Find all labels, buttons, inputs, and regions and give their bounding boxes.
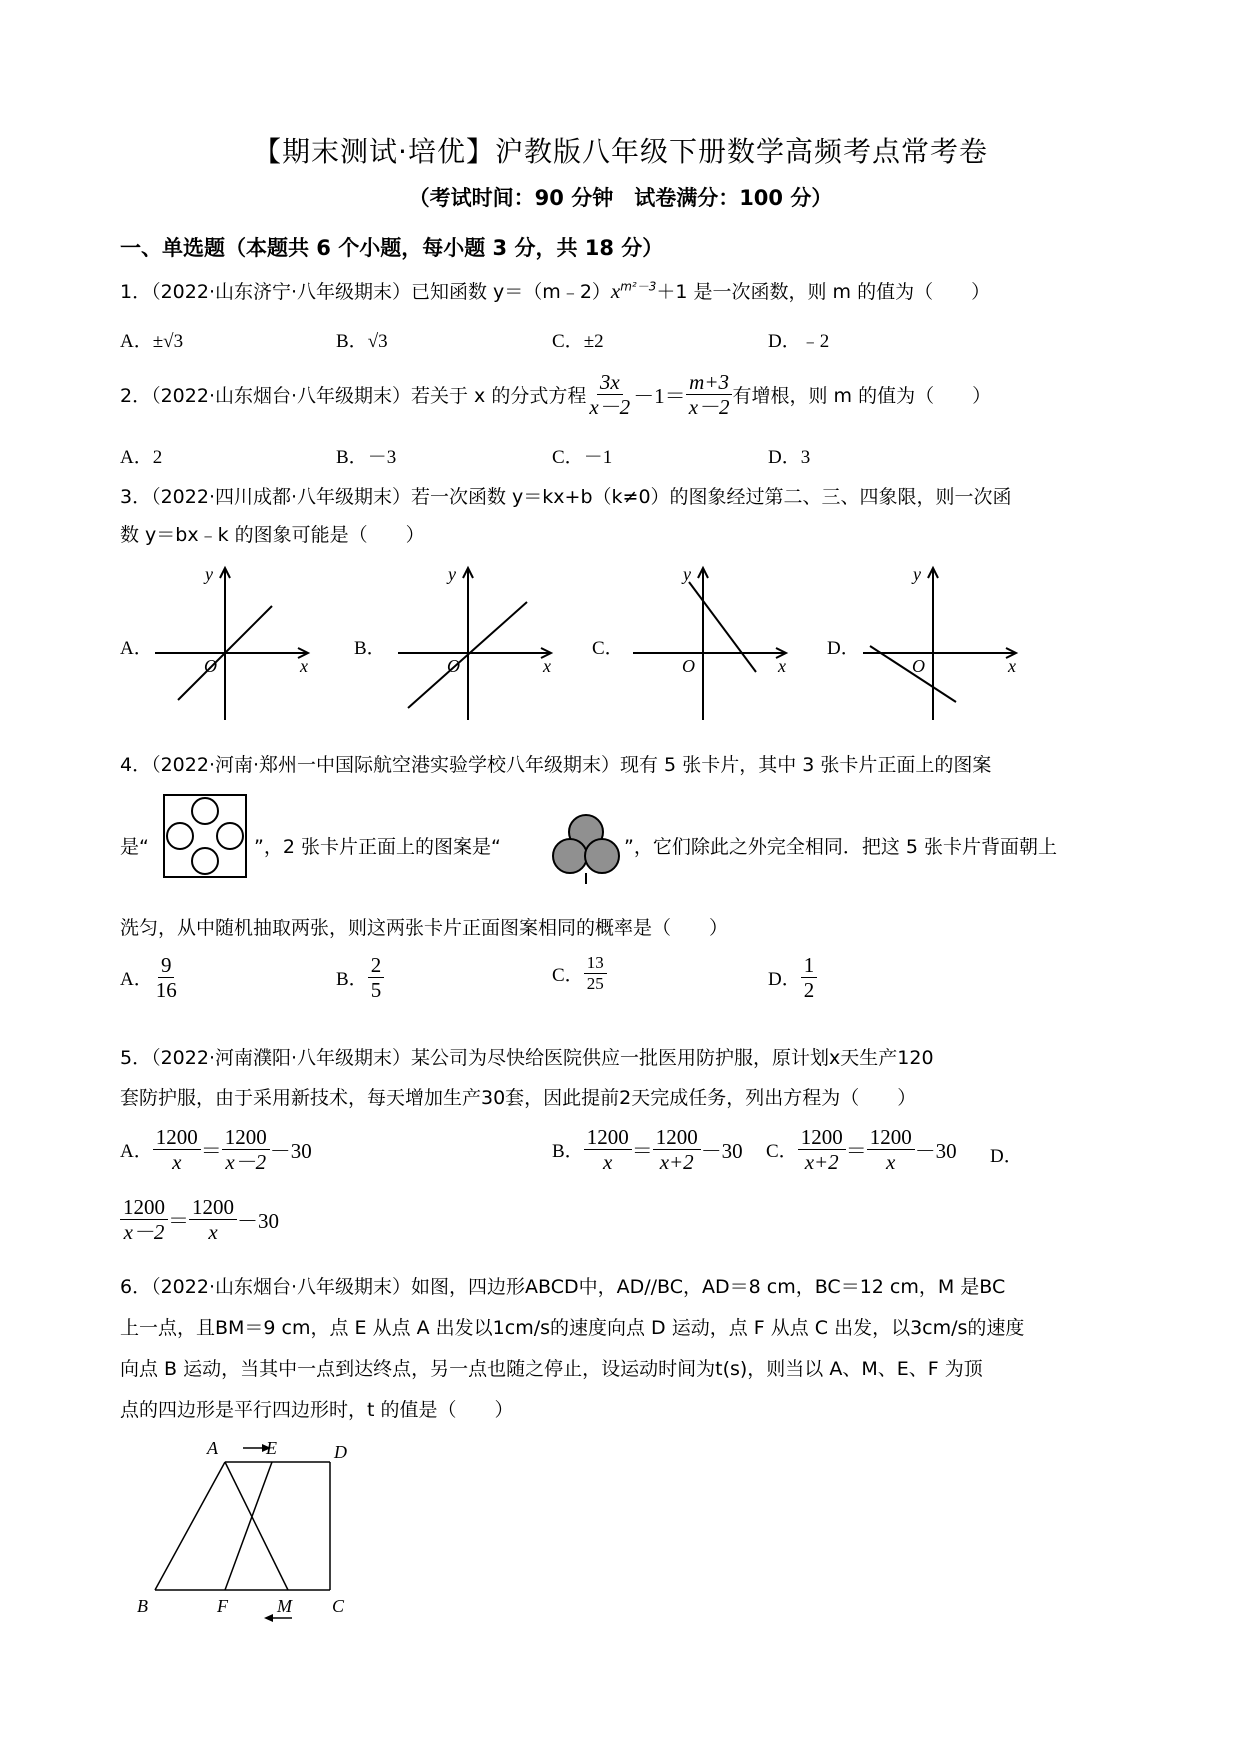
q4-line2-a: 是“	[120, 836, 149, 858]
page-title: 【期末测试·培优】沪教版八年级下册数学高频考点常考卷	[253, 135, 988, 168]
option-fraction	[584, 953, 607, 993]
option-label: A．	[120, 969, 153, 991]
option-fraction	[368, 953, 385, 1002]
q5-option-d-label[interactable]: D．	[990, 1146, 1023, 1167]
option-label: D．	[768, 331, 801, 352]
option-label: A．	[120, 331, 153, 352]
point-d-label: D	[334, 1442, 347, 1462]
y-axis-label: y	[448, 564, 456, 584]
fraction-denominator: 5	[370, 978, 382, 1003]
question-1-stem	[120, 277, 990, 304]
option-fraction	[120, 1195, 168, 1244]
fraction-denominator: x－2	[123, 1220, 165, 1245]
q3-option-c-label[interactable]: C．	[592, 638, 624, 659]
fraction-denominator: x+2	[804, 1150, 839, 1175]
option-fraction	[653, 1125, 701, 1174]
option-text: √3	[367, 331, 388, 352]
q1-option-d[interactable]	[768, 326, 829, 353]
fraction-denominator: x－2	[589, 395, 631, 420]
fraction-denominator: x	[172, 1150, 182, 1175]
x-axis-label: x	[300, 656, 308, 676]
q2-operator: －1＝	[633, 383, 686, 408]
option-text: 3	[800, 447, 811, 468]
q2-option-a[interactable]	[120, 442, 162, 469]
x-axis-label: x	[778, 656, 786, 676]
option-text: －1	[583, 447, 613, 468]
origin-label: O	[447, 656, 460, 676]
fraction-denominator: x－2	[225, 1150, 267, 1175]
fraction-numerator: 1200	[189, 1195, 237, 1220]
origin-label: O	[912, 656, 925, 676]
option-label: B．	[336, 969, 368, 991]
question-2-stem	[120, 370, 991, 419]
point-b-label: B	[137, 1596, 148, 1616]
option-tail: －30	[237, 1208, 279, 1233]
point-e-label: E	[266, 1438, 277, 1458]
q2-fraction-left	[586, 370, 633, 419]
option-text: ﹣2	[800, 331, 830, 352]
option-text: 2	[152, 447, 163, 468]
q1-stem-part: ＋1 是一次函数，则 m 的值为（ ）	[656, 281, 991, 303]
question-6-line2: 上一点，且BM＝9 cm，点 E 从点 A 出发以1cm/s的速度向点 D 运动，点 F 从点 C 出发，以3cm/s的速度	[120, 1317, 1025, 1339]
fraction-numerator: 9	[158, 953, 175, 978]
q2-stem-part: 2．（2022·山东烟台·八年级期末）若关于 x 的分式方程	[120, 385, 587, 408]
fraction-denominator: x+2	[659, 1150, 694, 1175]
y-axis-label: y	[205, 564, 213, 584]
option-label: A．	[120, 447, 153, 468]
option-text: ±2	[583, 331, 604, 352]
y-axis-label: y	[683, 564, 691, 584]
q5-option-b[interactable]	[552, 1125, 743, 1174]
fraction-numerator: 1200	[653, 1125, 701, 1150]
q5-option-a[interactable]	[120, 1125, 312, 1174]
q1-option-b[interactable]	[336, 326, 388, 353]
q4-option-b[interactable]	[336, 953, 384, 1002]
origin-label: O	[204, 656, 217, 676]
option-fraction	[222, 1125, 270, 1174]
option-label: C．	[552, 964, 584, 986]
q4-option-d[interactable]	[768, 953, 817, 1002]
q5-option-c[interactable]	[766, 1125, 957, 1174]
option-fraction	[798, 1125, 846, 1174]
option-fraction	[153, 953, 180, 1002]
q5-option-d[interactable]	[120, 1195, 279, 1244]
q3-option-a-label[interactable]: A．	[120, 638, 153, 659]
fraction-denominator: x－2	[688, 395, 730, 420]
point-m-label: M	[277, 1596, 292, 1616]
fraction-numerator: 2	[368, 953, 385, 978]
fraction-numerator: 1200	[584, 1125, 632, 1150]
equals-sign: ＝	[631, 1138, 653, 1163]
option-fraction	[867, 1125, 915, 1174]
x-axis-label: x	[1008, 656, 1016, 676]
point-f-label: F	[217, 1596, 228, 1616]
option-text: －3	[367, 447, 397, 468]
q4-option-a[interactable]	[120, 953, 180, 1002]
option-label: B．	[336, 331, 368, 352]
q3-option-b-label[interactable]: B．	[354, 638, 386, 659]
q2-stem-part: 有增根，则 m 的值为（ ）	[732, 385, 992, 408]
option-label: B．	[552, 1141, 584, 1163]
y-axis-label: y	[913, 564, 921, 584]
option-tail: －30	[700, 1138, 743, 1163]
option-label: C．	[552, 447, 584, 468]
q3-graph-a[interactable]	[150, 560, 320, 725]
q1-option-c[interactable]	[552, 326, 604, 353]
fraction-denominator: 2	[803, 978, 815, 1003]
option-fraction	[584, 1125, 632, 1174]
fraction-numerator: 13	[584, 953, 607, 974]
question-4-line1: 4．（2022·河南·郑州一中国际航空港实验学校八年级期末）现有 5 张卡片，其中 3 张卡片正面上的图案	[120, 754, 992, 776]
option-label: D．	[768, 969, 801, 991]
q6-quadrilateral-figure	[125, 1430, 365, 1630]
question-6-line1: 6．（2022·山东烟台·八年级期末）如图，四边形ABCD中，AD//BC，AD＝8 cm，BC＝12 cm，M 是BC	[120, 1276, 1006, 1298]
origin-label: O	[682, 656, 695, 676]
option-label: C．	[766, 1141, 798, 1163]
fraction-numerator: 1	[801, 953, 818, 978]
equals-sign: ＝	[168, 1208, 189, 1233]
q1-option-a[interactable]	[120, 326, 183, 353]
point-c-label: C	[332, 1596, 345, 1616]
q3-graph-b[interactable]	[393, 560, 563, 725]
fraction-denominator: 25	[586, 973, 604, 993]
option-tail: －30	[914, 1138, 957, 1163]
q2-option-d[interactable]	[768, 442, 810, 469]
option-fraction	[189, 1195, 237, 1244]
q1-exponent: m²－3	[620, 279, 657, 294]
fraction-numerator: 3x	[597, 370, 623, 395]
option-label: C．	[552, 331, 584, 352]
option-label: A．	[120, 1141, 153, 1163]
x-axis-label: x	[543, 656, 551, 676]
question-6-line3: 向点 B 运动，当其中一点到达终点，另一点也随之停止，设运动时间为t(s)，则当以 A、M、E、F 为顶	[120, 1358, 983, 1380]
equals-sign: ＝	[200, 1138, 222, 1163]
fraction-denominator: 16	[155, 978, 177, 1003]
question-5-line2: 套防护服，由于采用新技术，每天增加生产30套，因此提前2天完成任务，列出方程为（ ）	[120, 1087, 917, 1109]
option-text: ±√3	[152, 331, 184, 352]
exam-info: （考试时间：90 分钟 试卷满分：100 分）	[408, 186, 833, 210]
option-label: D．	[768, 447, 801, 468]
option-label: B．	[336, 447, 368, 468]
question-3-line2: 数 y＝bx﹣k 的图象可能是（ ）	[120, 524, 425, 546]
q3-graph-c[interactable]	[628, 560, 798, 725]
fraction-numerator: m+3	[686, 370, 732, 395]
q1-stem-part: 1．（2022·山东济宁·八年级期末）已知函数 y＝（m﹣2）	[120, 281, 611, 303]
point-a-label: A	[207, 1438, 218, 1458]
option-fraction	[153, 1125, 201, 1174]
section-heading: 一、单选题（本题共 6 个小题，每小题 3 分，共 18 分）	[120, 236, 664, 260]
option-tail: －30	[269, 1138, 312, 1163]
question-3-line1: 3．（2022·四川成都·八年级期末）若一次函数 y＝kx+b（k≠0）的图象经过第二、三、四象限，则一次函	[120, 486, 1012, 508]
card-pattern-four-circles	[162, 793, 248, 879]
question-5-line1: 5．（2022·河南濮阳·八年级期末）某公司为尽快给医院供应一批医用防护服，原计划x天生产120	[120, 1047, 934, 1069]
q4-option-c[interactable]	[552, 953, 607, 993]
fraction-denominator: x	[208, 1220, 218, 1245]
fraction-numerator: 1200	[798, 1125, 846, 1150]
fraction-numerator: 1200	[120, 1195, 168, 1220]
q3-option-d-label[interactable]: D．	[827, 638, 860, 659]
q2-fraction-right	[686, 370, 733, 419]
q4-line2-b: ”，2 张卡片正面上的图案是“	[254, 836, 501, 858]
fraction-denominator: x	[886, 1150, 896, 1175]
q3-graph-d[interactable]	[858, 560, 1028, 725]
fraction-numerator: 1200	[222, 1125, 270, 1150]
q1-base: x	[610, 279, 621, 303]
fraction-denominator: x	[603, 1150, 613, 1175]
question-6-line4: 点的四边形是平行四边形时，t 的值是（ ）	[120, 1399, 514, 1421]
q2-option-c[interactable]	[552, 442, 612, 469]
card-pattern-three-circles	[550, 808, 622, 886]
option-fraction	[801, 953, 818, 1002]
question-4-line3: 洗匀，从中随机抽取两张，则这两张卡片正面图案相同的概率是（ ）	[120, 917, 729, 939]
fraction-numerator: 1200	[867, 1125, 915, 1150]
fraction-numerator: 1200	[153, 1125, 201, 1150]
q4-line2-c: ”，它们除此之外完全相同．把这 5 张卡片背面朝上	[624, 836, 1058, 858]
q2-option-b[interactable]	[336, 442, 396, 469]
equals-sign: ＝	[845, 1138, 867, 1163]
